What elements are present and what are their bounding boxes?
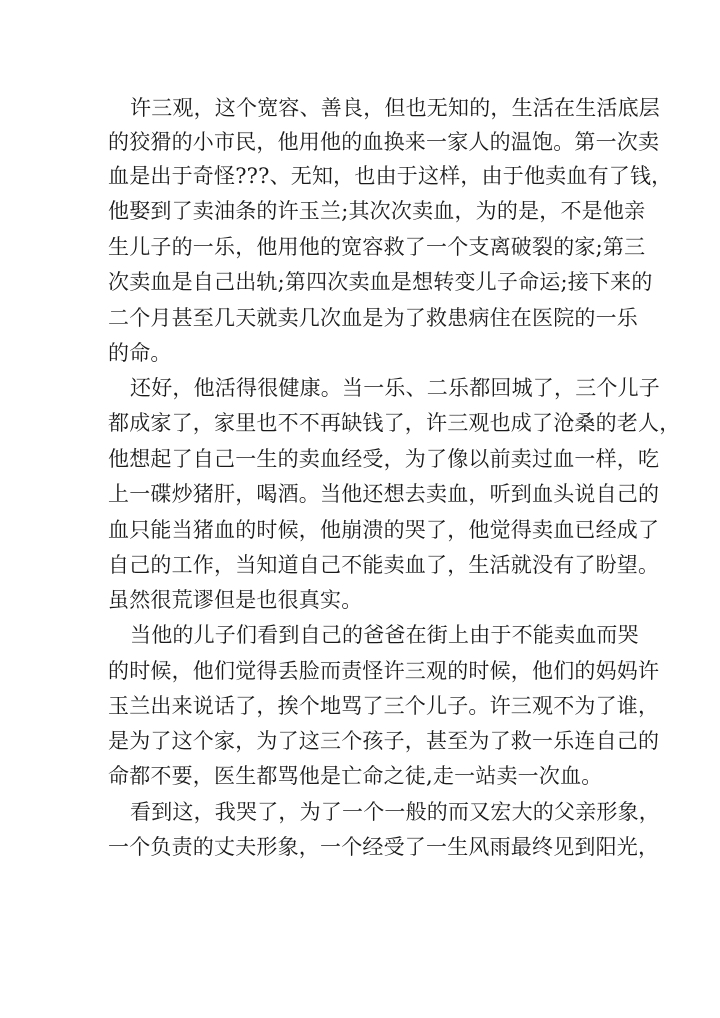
text-line: 自己的工作，当知道自己不能卖血了，生活就没有了盼望。 <box>108 553 660 577</box>
text-line: 当他的儿子们看到自己的爸爸在街上由于不能卖血而哭 <box>130 623 639 647</box>
text-line: 虽然很荒谬但是也很真实。 <box>108 588 363 612</box>
text-line: 他娶到了卖油条的许玉兰;其次次卖血，为的是，不是他亲 <box>108 199 646 223</box>
text-line: 生儿子的一乐，他用他的宽容救了一个支离破裂的家;第三 <box>108 235 646 259</box>
text-line: 还好，他活得很健康。当一乐、二乐都回城了，三个儿子 <box>130 376 660 400</box>
text-line: 命都不要，医生都骂他是亡命之徒,走一站卖一次血。 <box>108 764 603 788</box>
text-line: 都成家了，家里也不不再缺钱了，许三观也成了沧桑的老人， <box>108 411 681 435</box>
text-line: 次卖血是自己出轨;第四次卖血是想转变儿子命运;接下来的 <box>108 270 653 294</box>
text-line: 的时候，他们觉得丢脸而责怪许三观的时候，他们的妈妈许 <box>108 659 660 683</box>
text-line: 玉兰出来说话了，挨个地骂了三个儿子。许三观不为了谁， <box>108 694 660 718</box>
text-line: 上一碟炒猪肝，喝酒。当他还想去卖血，听到血头说自己的 <box>108 482 660 506</box>
text-line: 一个负责的丈夫形象，一个经受了一生风雨最终见到阳光， <box>108 835 660 859</box>
text-line: 血只能当猪血的时候，他崩溃的哭了，他觉得卖血已经成了 <box>108 518 660 542</box>
text-line: 他想起了自己一生的卖血经受，为了像以前卖过血一样，吃 <box>108 447 660 471</box>
text-line: 许三观，这个宽容、善良，但也无知的，生活在生活底层 <box>130 96 660 120</box>
text-line: 看到这，我哭了，为了一个一般的而又宏大的父亲形象， <box>130 800 660 824</box>
text-line: 血是出于奇怪???、无知，也由于这样，由于他卖血有了钱， <box>108 164 673 188</box>
text-line: 的命。 <box>108 341 172 365</box>
text-line: 二个月甚至几天就卖几次血是为了救患病住在医院的一乐 <box>108 306 638 330</box>
text-line: 的狡猾的小市民，他用他的血换来一家人的温饱。第一次卖 <box>108 130 660 154</box>
text-line: 是为了这个家，为了这三个孩子，甚至为了救一乐连自己的 <box>108 729 660 753</box>
